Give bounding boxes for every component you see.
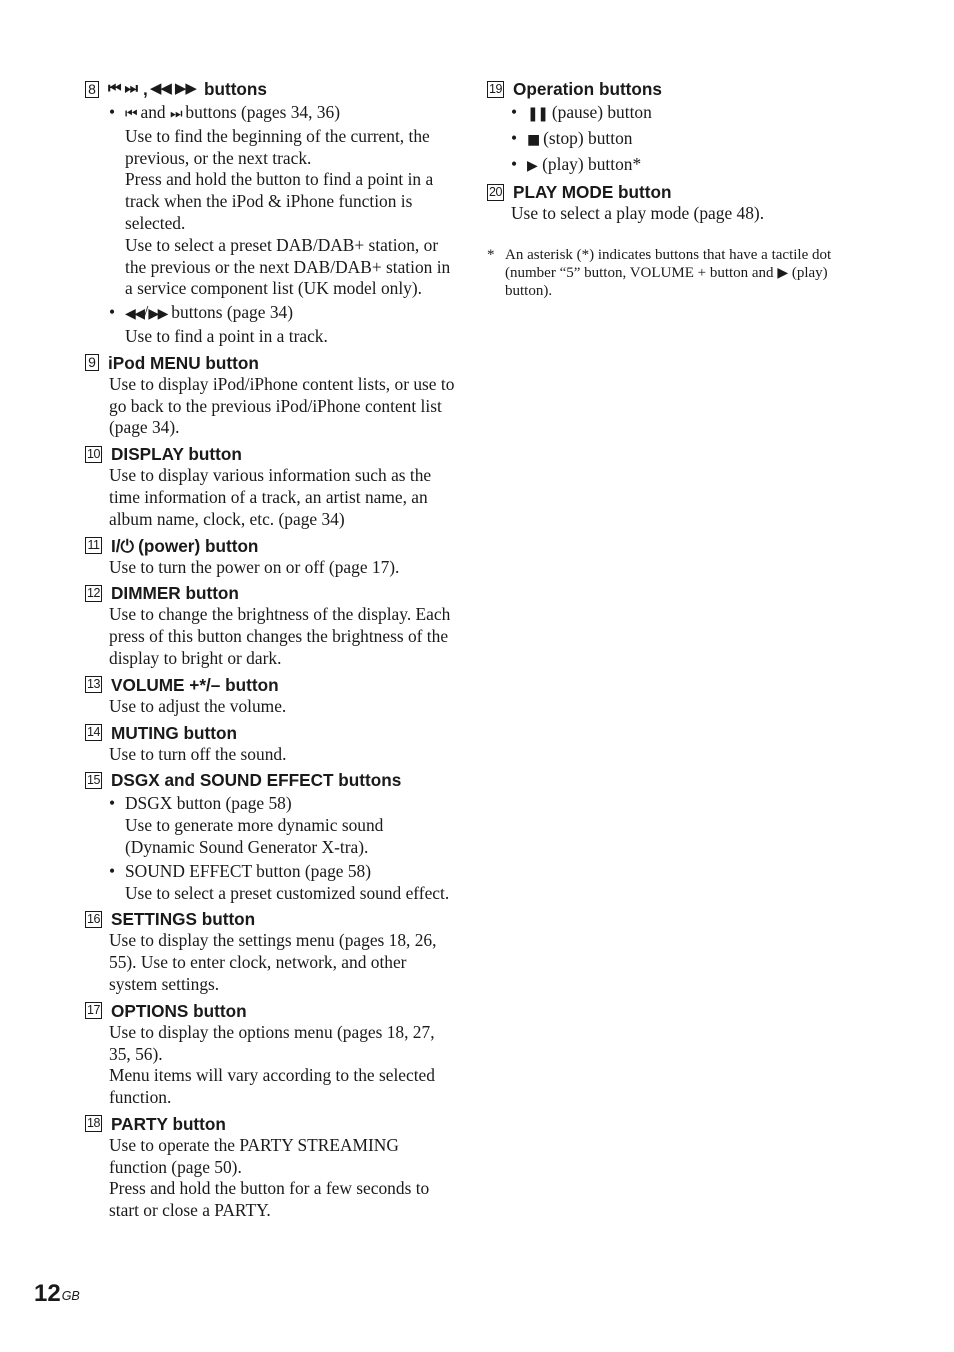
right-column — [487, 78, 859, 229]
fast-forward-icon: ▶▶ — [174, 80, 196, 97]
item-number: 20 — [487, 184, 504, 201]
description: Use to select a play mode (page 48). — [511, 203, 765, 224]
footnote-text: (play) button). — [505, 265, 828, 299]
description: Press and hold the button for a few seconds to start or close a PARTY. — [109, 1178, 430, 1221]
play-icon: ▶ — [527, 157, 538, 174]
item-number: 14 — [85, 724, 102, 741]
inline-text: and — [140, 102, 166, 122]
pause-icon: ❚❚ — [527, 106, 548, 122]
footnote-text: An asterisk (*) indicates buttons that have a tactile dot (number “5” button, VOLUME + button and — [505, 247, 832, 281]
item-11 — [85, 535, 457, 579]
item-19 — [487, 78, 859, 177]
description: Use to find a point in a track. — [125, 325, 328, 346]
prev-track-icon: ⏮ — [108, 80, 121, 97]
bullet-label: SOUND EFFECT button (page 58) — [125, 860, 372, 881]
play-icon: ▶ — [777, 265, 789, 281]
item-title: DSGX and SOUND EFFECT buttons — [111, 770, 402, 791]
item-number: 15 — [85, 772, 102, 789]
item-title: PARTY button — [111, 1113, 226, 1134]
list-item: • ▶ (play) button* — [511, 153, 642, 174]
item-8 — [85, 78, 457, 348]
inline-text: buttons (pages 34, 36) — [185, 102, 340, 122]
item-number: 13 — [85, 676, 102, 693]
list-item: • ⏮ and ⏭ buttons (pages 34, 36) Use to find the beginning of the current, the previous, or the next track. Press and hold the button to find a point in a track when the iPod & iPhone function is selected. Use to select a preset DAB/DAB+ station, or the previous or the next DAB/DAB+ station in a service component list (UK model only). — [109, 102, 457, 300]
item-number: 18 — [85, 1115, 102, 1132]
item-18 — [85, 1113, 457, 1222]
item-title: iPod MENU button — [108, 352, 259, 373]
description: Use to turn off the sound. — [109, 743, 287, 764]
item-9 — [85, 352, 457, 439]
bullet-label: (stop) button — [543, 127, 633, 148]
heading-separator: , — [143, 79, 148, 99]
description: Use to generate more dynamic sound (Dynamic Sound Generator X-tra). — [125, 815, 384, 857]
description: Use to select a preset DAB/DAB+ station, or the previous or the next DAB/DAB+ station in a service component list (UK model only). — [125, 234, 451, 299]
item-17 — [85, 1000, 457, 1109]
item-number: 10 — [85, 446, 102, 463]
left-column — [85, 78, 457, 1226]
item-title: PLAY MODE button — [513, 182, 672, 203]
description: Use to change the brightness of the display. Each press of this button changes the brightness of the display to bright or dark. — [109, 604, 451, 668]
list-item: • ◀◀/▶▶ buttons (page 34) Use to find a point in a track. — [109, 302, 457, 348]
item-13 — [85, 674, 457, 718]
description: Use to select a preset customized sound effect. — [125, 882, 450, 903]
description: Use to adjust the volume. — [109, 695, 287, 716]
page-number — [34, 1279, 80, 1309]
item-16 — [85, 908, 457, 995]
item-number: 9 — [85, 354, 99, 371]
page-number-suffix: GB — [61, 1289, 80, 1303]
power-icon: I/⏻ — [111, 535, 135, 556]
description: Use to display the settings menu (pages 18, 26, 55). Use to enter clock, network, and other system settings. — [109, 930, 437, 994]
rewind-icon: ◀◀ — [149, 80, 171, 97]
bullet-label: (play) button* — [542, 153, 642, 174]
item-title: VOLUME +*/– button — [111, 674, 279, 695]
prev-track-icon: ⏮ — [125, 106, 137, 122]
item-number: 12 — [85, 585, 102, 602]
list-item: • ■ (stop) button — [511, 127, 633, 148]
description: Use to turn the power on or off (page 17). — [109, 556, 400, 577]
description: Use to display various information such as the time information of a track, an artist name, an album name, clock, etc. (page 34) — [109, 465, 432, 529]
bullet-label: DSGX button (page 58) — [125, 793, 292, 814]
list-item: • SOUND EFFECT button (page 58) Use to select a preset customized sound effect. — [109, 861, 457, 905]
description: Use to display iPod/iPhone content lists, or use to go back to the previous iPod/iPhone content list (page 34). — [109, 373, 455, 438]
rewind-icon: ◀◀ — [125, 306, 144, 323]
page-number-value: 12 — [34, 1280, 61, 1307]
footnote — [487, 246, 859, 300]
item-title: Operation buttons — [513, 79, 662, 99]
item-title: (power) button — [138, 535, 259, 556]
item-title: SETTINGS button — [111, 909, 256, 930]
item-title: buttons — [203, 79, 267, 99]
item-14 — [85, 722, 457, 766]
list-item: • ❚❚ (pause) button — [511, 102, 652, 122]
description: Use to display the options menu (pages 18, 27, 35, 56). — [109, 1021, 435, 1064]
bullet-label: (pause) button — [551, 102, 652, 122]
description: Press and hold the button to find a point in a track when the iPod & iPhone function is selected. — [125, 169, 434, 233]
description: Use to find the beginning of the current, the previous, or the next track. — [125, 125, 430, 168]
item-number: 17 — [85, 1002, 102, 1019]
item-15 — [85, 769, 457, 904]
item-12 — [85, 582, 457, 669]
item-8-heading — [85, 78, 457, 100]
footnote-marker: * — [487, 247, 495, 263]
description: Menu items will vary according to the selected function. — [109, 1065, 435, 1108]
item-number: 19 — [487, 81, 504, 98]
fast-forward-icon: ▶▶ — [148, 306, 167, 323]
item-title: DISPLAY button — [111, 444, 242, 465]
inline-text: buttons (page 34) — [171, 302, 294, 323]
item-title: DIMMER button — [111, 583, 239, 604]
next-track-icon: ⏭ — [124, 80, 138, 97]
list-item: • DSGX button (page 58) Use to generate more dynamic sound (Dynamic Sound Generator X-tra). — [109, 793, 457, 858]
item-20 — [487, 181, 859, 225]
next-track-icon: ⏭ — [169, 106, 182, 122]
item-title: MUTING button — [111, 722, 238, 743]
item-number: 11 — [85, 537, 102, 554]
stop-icon: ■ — [527, 131, 539, 148]
item-10 — [85, 443, 457, 530]
item-title: OPTIONS button — [111, 1000, 247, 1021]
item-number: 8 — [85, 81, 99, 98]
item-number: 16 — [85, 911, 102, 928]
description: Use to operate the PARTY STREAMING function (page 50). — [109, 1134, 399, 1177]
